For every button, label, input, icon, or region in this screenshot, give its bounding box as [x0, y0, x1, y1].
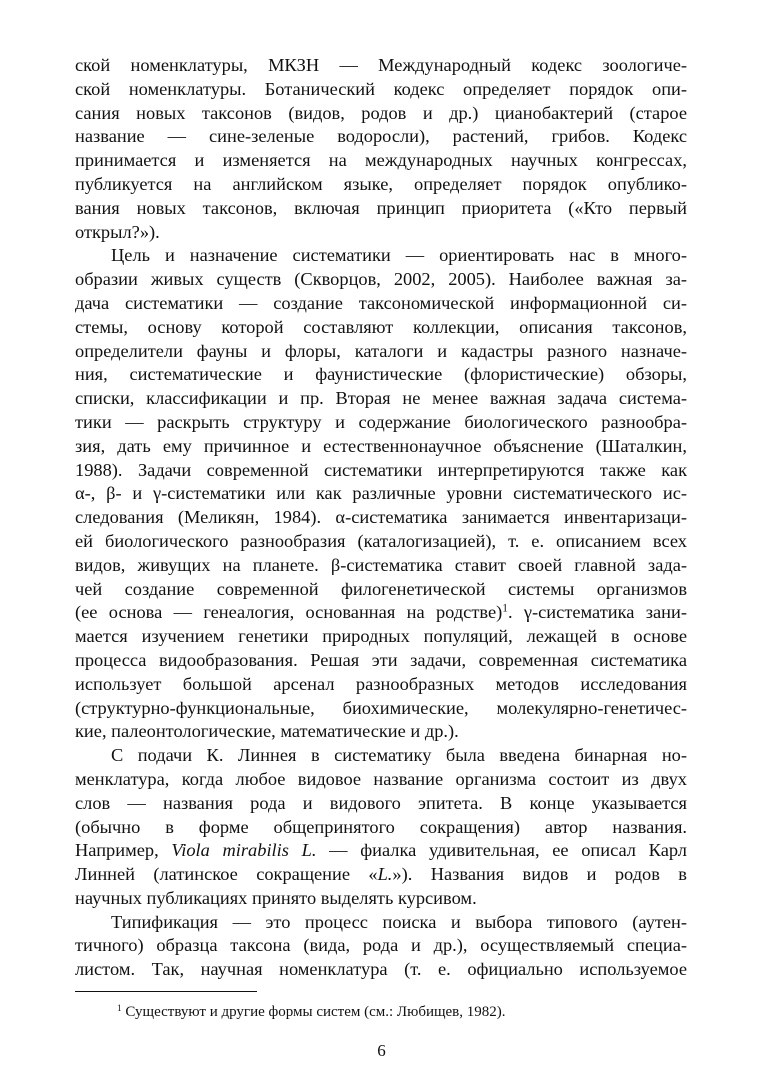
footnote-reference: 1	[502, 603, 508, 616]
text-line: следования (Меликян, 1984). α-систематика занимается инвентаризаци-	[75, 507, 687, 528]
text-line: листом. Так, научная номенклатура (т. е. официально используемое	[75, 959, 687, 980]
text-line: тики — раскрыть структуру и содержание биологического разнообра-	[75, 411, 687, 432]
text-line: сания новых таксонов (видов, родов и др.) цианобактерий (старое	[75, 102, 687, 123]
text-fragment: (ее основа — генеалогия, основанная на родстве)	[75, 602, 503, 623]
text-fragment: — фиалка удивительная, ее описал Карл	[316, 840, 687, 861]
text-line-with-italic	[75, 863, 687, 887]
text-fragment: Например,	[75, 840, 172, 861]
text-line: определители фауны и флоры, каталоги и кадастры разного назначе-	[75, 340, 687, 361]
text-line: Цель и назначение систематики — ориентировать нас в много-	[111, 245, 687, 266]
text-line: мается изучением генетики природных популяций, лежащей в основе	[75, 626, 687, 647]
text-line: стемы, основу которой составляют коллекции, описания таксонов,	[75, 316, 687, 337]
text-line: публикуется на английском языке, определяет порядок опублико-	[75, 173, 687, 194]
text-line: 1988). Задачи современной систематики интерпретируются также как	[75, 459, 687, 480]
text-line: научных публикациях принято выделять курсивом.	[75, 887, 477, 908]
text-fragment: Линней (латинское сокращение «	[75, 864, 378, 885]
page-body	[75, 54, 687, 982]
text-line: кие, палеонтологические, математические и др.).	[75, 721, 459, 742]
text-line: название — сине-зеленые водоросли), растений, грибов. Кодекс	[75, 126, 687, 147]
text-fragment: . γ-систематика зани-	[507, 602, 687, 623]
text-line: процесса видообразования. Решая эти задачи, современная систематика	[75, 649, 687, 670]
text-line: чей создание современной филогенетической системы организмов	[75, 578, 687, 599]
text-line: вания новых таксонов, включая принцип приоритета («Кто первый	[75, 197, 687, 218]
footnote-text: Существуют и другие формы систем (см.: Любищев, 1982).	[121, 1004, 506, 1020]
text-line: образии живых существ (Скворцов, 2002, 2005). Наиболее важная за-	[75, 269, 687, 290]
abbreviation-italic: L.	[377, 864, 393, 885]
footnote-marker: 1	[117, 1003, 122, 1014]
text-line: менклатура, когда любое видовое название организма состоит из двух	[75, 768, 687, 789]
footnote	[117, 1003, 506, 1021]
text-line: видов, живущих на планете. β-систематика ставит своей главной зада-	[75, 554, 687, 575]
text-line: С подачи К. Линнея в систематику была введена бинарная но-	[111, 745, 687, 766]
species-name-italic: Viola mirabilis L.	[171, 840, 317, 861]
footnote-separator	[75, 991, 257, 992]
text-line: Типификация — это процесс поиска и выбора типового (аутен-	[111, 911, 687, 932]
text-line: тичного) образца таксона (вида, рода и др.), осуществляемый специа-	[75, 935, 687, 956]
text-line: дача систематики — создание таксономической информационной си-	[75, 292, 687, 313]
page-number: 6	[377, 1041, 386, 1060]
text-line-with-footnote-ref	[75, 601, 687, 625]
text-line: использует большой арсенал разнообразных методов исследования	[75, 673, 687, 694]
text-line: принимается и изменяется на международных научных конгрессах,	[75, 150, 687, 171]
text-line: α-, β- и γ-систематики или как различные уровни систематического ис-	[75, 483, 687, 504]
text-line: слов — названия рода и видового эпитета. В конце указывается	[75, 792, 687, 813]
text-line-with-italic	[75, 839, 687, 863]
text-line: ей биологического разнообразия (каталогизацией), т. е. описанием всех	[75, 530, 687, 551]
text-line: (обычно в форме общепринятого сокращения) автор названия.	[75, 816, 687, 837]
text-line: ской номенклатуры, МКЗН — Международный кодекс зоологиче-	[75, 55, 687, 75]
text-fragment: »). Названия видов и родов в	[392, 864, 687, 885]
text-line: ния, систематические и фаунистические (флористические) обзоры,	[75, 364, 687, 385]
text-line: зия, дать ему причинное и естественнонаучное объяснение (Шаталкин,	[75, 435, 687, 456]
text-line: открыл?»).	[75, 221, 160, 242]
text-line: (структурно-функциональные, биохимические, молекулярно-генетичес-	[75, 697, 687, 718]
text-line: списки, классификации и пр. Вторая не менее важная задача система-	[75, 388, 687, 409]
text-line: ской номенклатуры. Ботанический кодекс определяет порядок опи-	[75, 78, 687, 99]
